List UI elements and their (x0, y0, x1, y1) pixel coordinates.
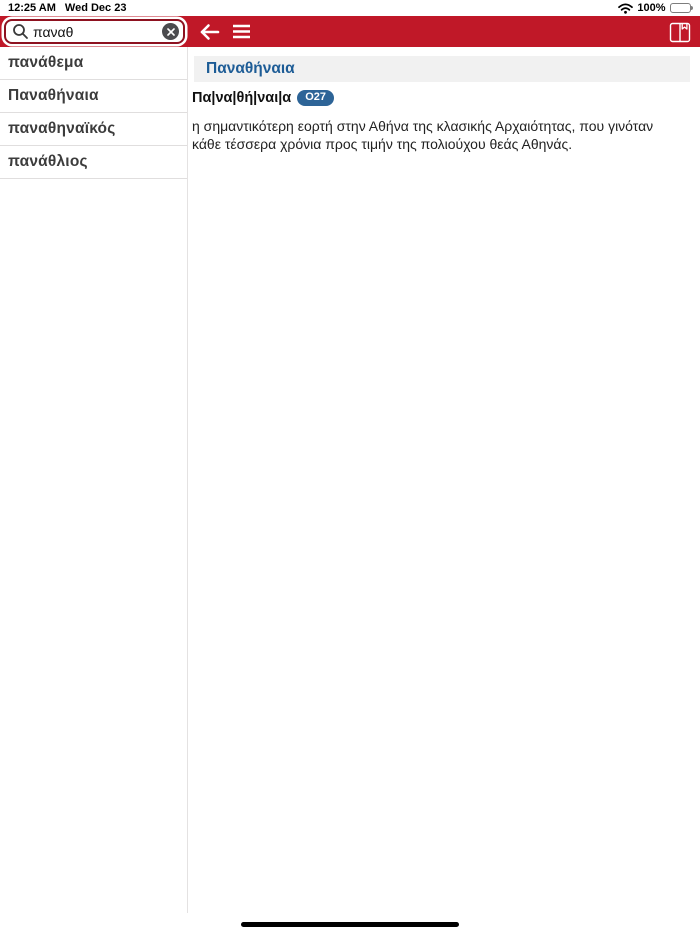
sidebar-item-label: πανάθεμα (8, 54, 84, 71)
close-icon (167, 28, 175, 36)
sidebar-item-label: πανάθλιος (8, 153, 88, 170)
clear-search-button[interactable] (162, 23, 179, 40)
battery-icon (670, 3, 694, 13)
search-icon (12, 23, 29, 40)
sidebar-item-panathema[interactable] (0, 47, 187, 80)
sidebar-item-label: Παναθήναια (8, 87, 99, 104)
status-time-date (8, 2, 126, 14)
hamburger-icon (232, 24, 251, 39)
headword-syllables: Πα|να|θή|ναι|α (192, 90, 292, 106)
headword-line (192, 90, 690, 106)
entry-header (194, 56, 690, 82)
status-date: Wed Dec 23 (64, 2, 127, 14)
toolbar (0, 16, 700, 47)
status-bar (0, 0, 700, 16)
search-input[interactable] (29, 24, 162, 40)
back-button[interactable] (195, 18, 223, 46)
app-body (0, 47, 700, 934)
status-time: 12:25 AM (8, 2, 56, 14)
menu-button[interactable] (227, 18, 255, 46)
entry-content (188, 47, 700, 934)
book-bookmark-icon (669, 21, 691, 44)
entry-title: Παναθήναια (206, 60, 295, 77)
wifi-icon (618, 3, 633, 14)
sidebar-item-panathinaikos[interactable] (0, 113, 187, 146)
search-field[interactable] (4, 19, 185, 44)
bookmarks-button[interactable] (666, 18, 694, 46)
sidebar-item-panathinaia[interactable] (0, 80, 187, 113)
sidebar-item-panathlios[interactable] (0, 146, 187, 179)
sidebar-item-label: παναθηναϊκός (8, 120, 116, 137)
back-arrow-icon (198, 23, 220, 41)
grammar-badge: O27 (297, 90, 334, 106)
status-indicators (618, 2, 693, 14)
home-indicator[interactable] (241, 922, 459, 927)
battery-percent: 100% (637, 2, 666, 14)
definition-text: η σημαντικότερη εορτή στην Αθήνα της κλασικής Αρχαιότητας, που γινόταν κάθε τέσσερα χρόνια προς τιμήν της πολιούχου θεάς Αθηνάς. (192, 118, 654, 152)
search-results-sidebar (0, 47, 188, 913)
